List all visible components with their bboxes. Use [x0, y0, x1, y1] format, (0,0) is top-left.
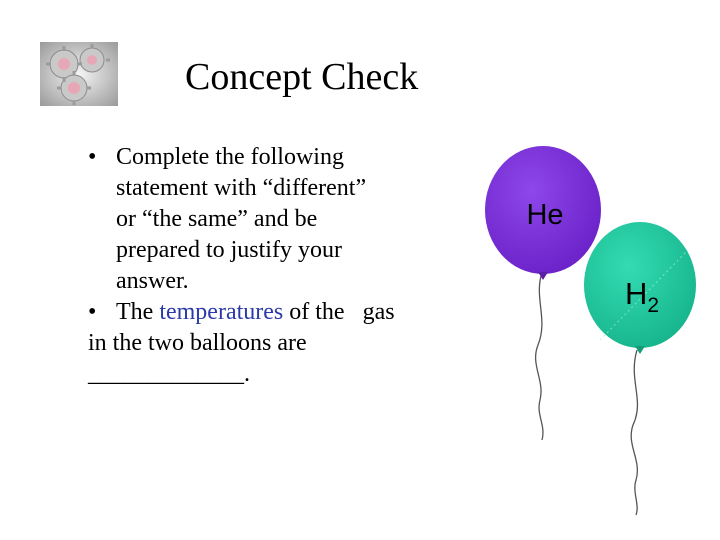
balloon-label: $H_2$ — [625, 276, 660, 317]
balloon-knot — [538, 272, 548, 280]
bullet-marker: • — [88, 144, 97, 170]
balloon-string — [631, 350, 637, 515]
slide-title: Concept Check — [185, 56, 419, 98]
bullet-line: statement with “different” — [116, 175, 367, 201]
balloon-he — [485, 146, 601, 440]
bullet-text: of the gas — [283, 299, 395, 325]
bullet-line: Complete the following — [116, 144, 344, 170]
bullet-text: The — [116, 299, 160, 325]
answer-blank: _____________. — [88, 361, 250, 387]
balloon-label: He — [526, 199, 564, 231]
bullet-line: prepared to justify your — [116, 237, 342, 263]
bullet-line: answer. — [116, 268, 189, 294]
keyword-temperatures: temperatures — [159, 299, 284, 325]
bullet-line: or “the same” and be — [116, 206, 318, 232]
balloon-string — [536, 276, 543, 440]
bullet-line: in the two balloons are — [88, 330, 307, 356]
balloon-h2 — [584, 222, 696, 515]
bullet-marker: • — [88, 299, 97, 325]
balloon-subscript: 2 — [647, 294, 660, 317]
